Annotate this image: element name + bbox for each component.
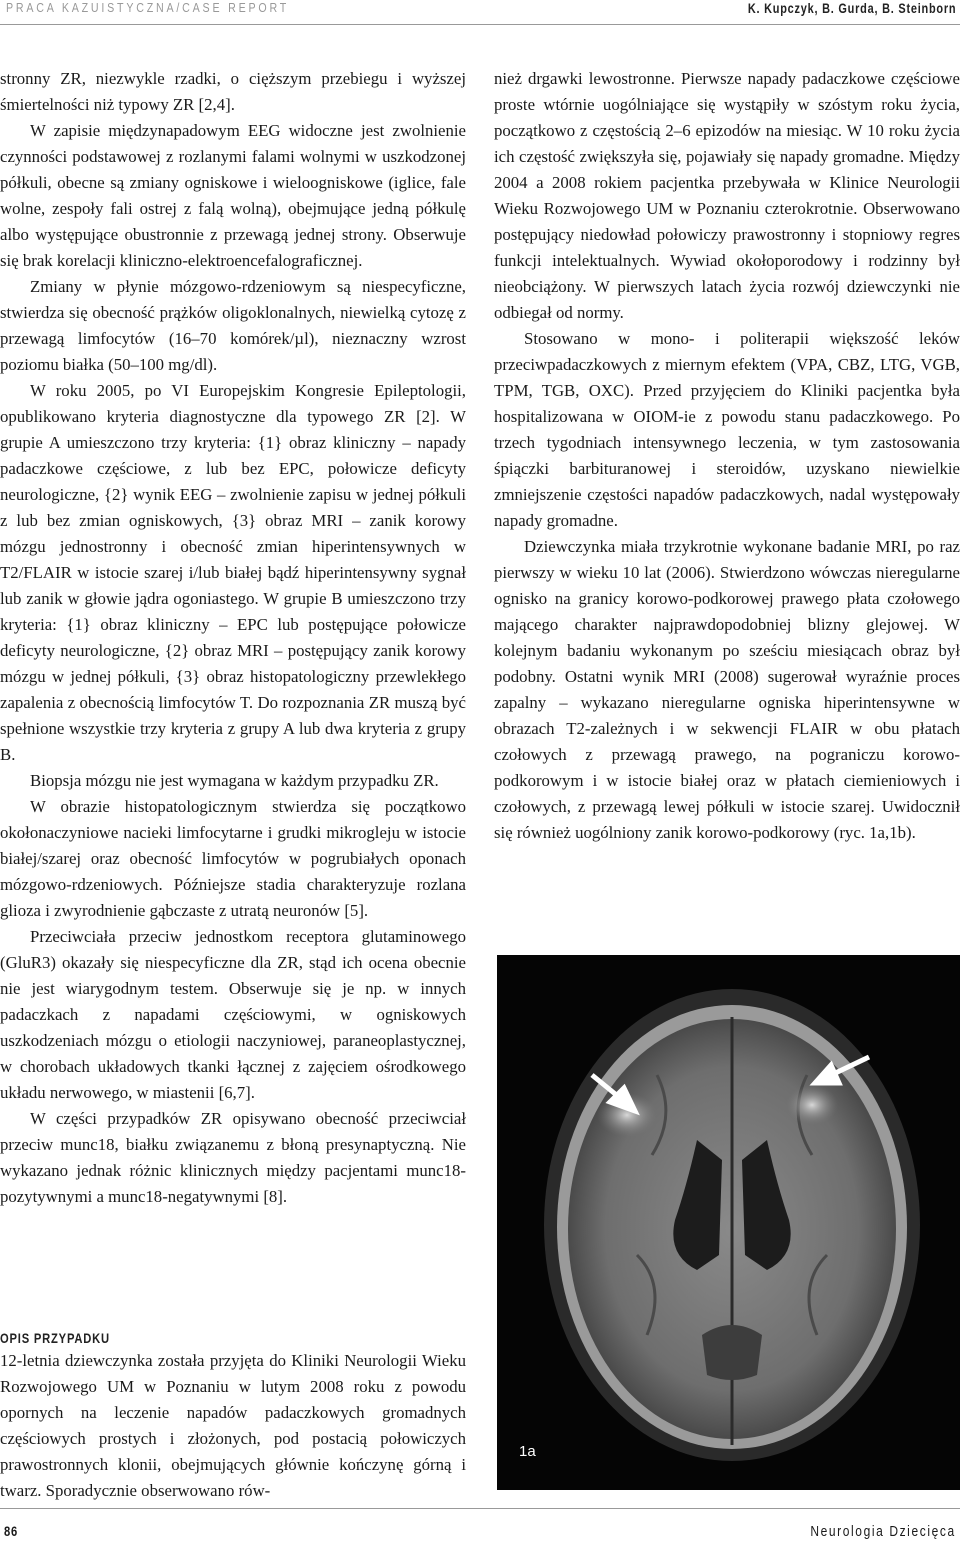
paragraph: W obrazie histopatologicznym stwierdza się początkowo okołonaczyniowe nacieki limfocytarne i grudki mikrogleju w istocie białej/szarej oraz obecność limfocytów w pogrubiałych oponach mózgowo-rdzeniowych. Późniejsze stadia charakteryzuje rozlana glioza i zwyrodnienie gąbczaste z utratą neuronów [5]. (0, 797, 466, 920)
paragraph: Przeciwciała przeciw jednostkom receptora glutaminowego (GluR3) okazały się niespecyficzne dla ZR, stąd ich ocena obecnie nie jest wiarygodnym testem. Obserwuje się je np. w innych padaczkach z napadami częściowymi, w ogniskowych uszkodzeniach mózgu o etiologii naczyniowej, paraneoplastycznej, w chorobach układowych tkanki łącznej z zajęciem ośrodkowego układu nerwowego, w miastenii [6,7]. (0, 927, 466, 1102)
paragraph: Dziewczynka miała trzykrotnie wykonane badanie MRI, po raz pierwszy w wieku 10 lat (2006). Stwierdzono wówczas nieregularne ognisko na granicy korowo-podkorowej prawego płata czołowego mającego charakter najprawdopodobniej blizny glejowej. W kolejnym badaniu wykonanym po sześciu miesiącach obraz był podobny. Ostatni wynik MRI (2008) sugerował wyraźnie proces zapalny – wykazano nieregularne ogniska hiperintensywne w obrazach T2-zależnych i w sekwencji FLAIR w obu płatach czołowych z przewagą prawego, na pograniczu korowo-podkorowym i w istocie białej oraz w płatach ciemieniowych i czołowych, z przewagą lewej półkuli w istocie szarej. Uwidocznił się również uogólniony zanik korowo-podkorowy (ryc. 1a,1b). (494, 537, 960, 842)
figure-label: 1a (519, 1443, 536, 1460)
paragraph: 12-letnia dziewczynka została przyjęta do Kliniki Neurologii Wieku Rozwojowego UM w Poznaniu w lutym 2008 roku z powodu opornych na leczenie napadów padaczkowych gromadnych częściowych prostych i złożonych, pod postacią połowiczych prawostronnych klonii, obejmujących głównie kończynę górną i twarz. Sporadycznie obserwowano rów- (0, 1351, 466, 1500)
section-label: PRACA KAZUISTYCZNA/CASE REPORT (6, 0, 290, 15)
journal-name: Neurologia Dziecięca (810, 1523, 956, 1540)
authors-label: K. Kupczyk, B. Gurda, B. Steinborn (747, 0, 956, 16)
page-header (0, 0, 960, 25)
paragraph: W roku 2005, po VI Europejskim Kongresie Epileptologii, opublikowano kryteria diagnostyczne dla typowego ZR [2]. W grupie A umieszczono trzy kryteria: {1} obraz kliniczny – napady padaczkowe częściowe, z lub bez EPC, połowicze deficyty neurologiczne, {2} wynik EEG – zwolnienie zapisu w jednej półkuli z lub bez zmian ogniskowych, {3} obraz MRI – zanik korowy mózgu jednostronny i obecność zmian hiperintensywnych w T2/FLAIR w istocie szarej i/lub białej bądź hiperintensywny sygnał lub zanik w głowie jądra ogoniastego. W grupie B umieszczono trzy kryteria: {1} obraz kliniczny – EPC lub postępujące połowicze deficyty neurologiczne, {2} obraz MRI – postępujący zanik korowy mózgu w jednej półkuli, {3} obraz histopatologiczny przewlekłego zapalenia z obecnością limfocytów T. Do rozpoznania ZR muszą być spełnione wszystkie trzy kryteria z grupy A lub dwa kryteria z grupy B. (0, 381, 466, 764)
case-report-section (0, 1328, 466, 1504)
paragraph: stronny ZR, niezwykle rzadki, o cięższym przebiegu i wyższej śmiertelności niż typowy ZR [2,4]. (0, 69, 466, 114)
right-column (494, 66, 960, 846)
paragraph: Zmiany w płynie mózgowo-rdzeniowym są niespecyficzne, stwierdza się obecność prążków oligoklonalnych, niewielką cytozę z przewagą limfocytów (16–70 komórek/µl), nieznaczny wzrost poziomu białka (50–100 mg/dl). (0, 277, 466, 374)
mri-figure (497, 955, 960, 1490)
mri-brain-image (497, 955, 960, 1490)
page-footer (0, 1508, 960, 1544)
paragraph: W części przypadków ZR opisywano obecność przeciwciał przeciw munc18, białku związanemu z błoną presynaptyczną. Nie wykazano jednak różnic klinicznych między pacjentami munc18-pozytywnymi a munc18-negatywnymi [8]. (0, 1109, 466, 1206)
paragraph: Biopsja mózgu nie jest wymagana w każdym przypadku ZR. (30, 771, 439, 790)
paragraph: W zapisie międzynapadowym EEG widoczne jest zwolnienie czynności podstawowej z rozlanymi falami wolnymi w uszkodzonej półkuli, obecne są zmiany ogniskowe i wieloogniskowe (iglice, fale wolne, zespoły fali ostrej z falą wolną), obejmujące jedną półkulę albo występujące obustronnie z przewagą jednej strony. Obserwuje się brak korelacji kliniczno-elektroencefalograficznej. (0, 121, 466, 270)
left-column (0, 66, 466, 1210)
section-heading: OPIS PRZYPADKU (0, 1330, 110, 1346)
page-number: 86 (4, 1523, 19, 1539)
paragraph: nież drgawki lewostronne. Pierwsze napady padaczkowe częściowe proste wtórnie uogólniające się wystąpiły w szóstym roku życia, początkowo z częstością 2–6 epizodów na miesiąc. W 10 roku życia ich częstość zwiększyła się, pojawiały się napady gromadne. Między 2004 a 2008 rokiem pacjentka przebywała w Klinice Neurologii Wieku Rozwojowego UM w Poznaniu czterokrotnie. Obserwowano postępujący niedowład połowiczy prawostronny i stopniowy regres funkcji intelektualnych. Wywiad okołoporodowy i rodzinny był nieobciążony. W pierwszych latach życia rozwój dziewczynki nie odbiegał od normy. (494, 69, 960, 322)
paragraph: Stosowano w mono- i politerapii większość leków przeciwpadaczkowych z miernym efektem (VPA, CBZ, LTG, VGB, TPM, TGB, OXC). Przed przyjęciem do Kliniki pacjentka była hospitalizowana w OIOM-ie z powodu stanu padaczkowego. Po trzech tygodniach intensywnego leczenia, w tym zastosowania śpiączki barbituranowej i steroidów, uzyskano niewielkie zmniejszenie częstości napadów padaczkowych, nadal występowały napady gromadne. (494, 329, 960, 530)
